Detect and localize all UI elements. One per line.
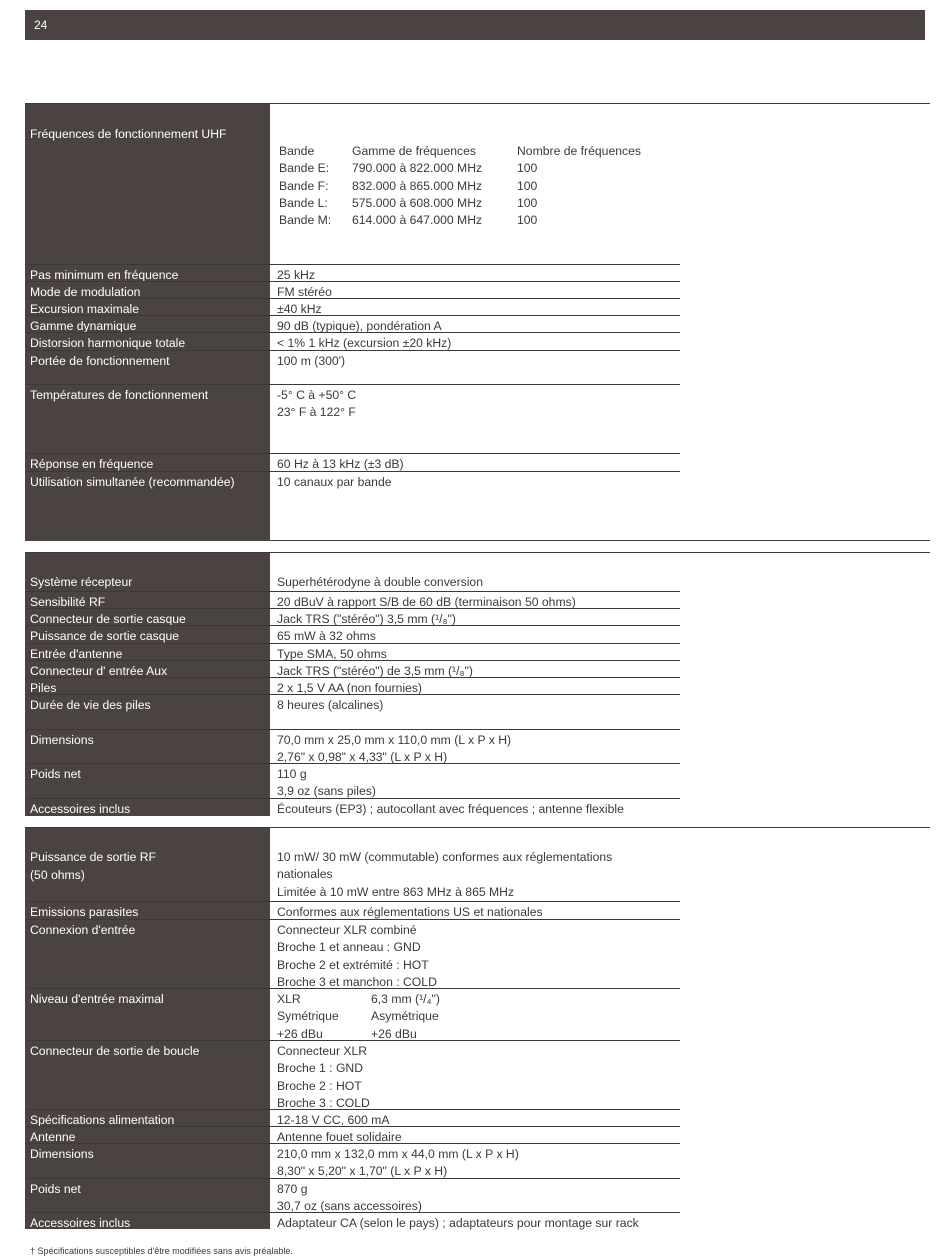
- spec-label-line: Sensibilité RF: [30, 595, 106, 609]
- spec-value: [277, 1215, 697, 1232]
- spec-row-pas-minimum-en-frequence: [25, 264, 680, 281]
- spec-value-line: 23° F à 122° F: [277, 405, 356, 420]
- spec-row-uhf: [25, 103, 680, 264]
- spec-label-line: Spécifications alimentation: [30, 1113, 175, 1127]
- spec-label: [30, 697, 268, 715]
- spec-label-line: Niveau d'entrée maximal: [30, 992, 164, 1006]
- spec-section-receiver: [25, 552, 930, 816]
- spec-value: [277, 849, 697, 901]
- spec-value-line: [277, 1008, 697, 1025]
- spec-value: [277, 766, 697, 801]
- spec-value: [277, 697, 697, 714]
- spec-row-portee-de-fonctionnement: [25, 350, 680, 384]
- spec-row-systeme-recepteur: [25, 572, 680, 591]
- band-row: Bande E: 790.000 à 822.000 MHz 100: [279, 161, 538, 176]
- spec-value-line: 25 kHz: [277, 268, 315, 282]
- spec-label-line: Utilisation simultanée (recommandée): [30, 475, 235, 489]
- spec-value-line: 8,30" x 5,20" x 1,70" (L x P x H): [277, 1164, 448, 1179]
- spec-label-line: Connecteur d' entrée Aux: [30, 664, 168, 678]
- spec-value-line: [277, 991, 697, 1008]
- spec-value-line: 100 m (300'): [277, 354, 346, 368]
- spec-row-specifications-alimentation: [25, 1109, 680, 1126]
- spec-label: [30, 732, 268, 750]
- spec-row-connecteur-d-entree-aux: [25, 660, 680, 677]
- spec-value-line: 3,9 oz (sans piles): [277, 784, 376, 799]
- spec-row-sensibilite-rf: [25, 591, 680, 608]
- spec-value-line: Type SMA, 50 ohms: [277, 647, 387, 661]
- spec-label: [30, 1043, 268, 1061]
- spec-label-line: Pas minimum en fréquence: [30, 268, 179, 282]
- spec-value-line: Antenne fouet solidaire: [277, 1130, 402, 1144]
- spec-label-line: Dimensions: [30, 1147, 94, 1161]
- spec-label: [30, 574, 268, 592]
- spec-row-emissions-parasites: [25, 901, 680, 919]
- band-row: Bande F: 832.000 à 865.000 MHz 100: [279, 178, 538, 193]
- spec-value-line: 12-18 V CC, 600 mA: [277, 1113, 390, 1127]
- spec-label: [30, 766, 268, 784]
- spec-row-piles: [25, 677, 680, 694]
- spec-value-line: Broche 3 et manchon : COLD: [277, 975, 437, 990]
- spec-value-cell: 6,3 mm (¹/₄"): [371, 992, 440, 1006]
- spec-value-cell: +26 dBu: [371, 1026, 417, 1041]
- spec-label-line: Connexion d'entrée: [30, 923, 136, 937]
- spec-label-line: Excursion maximale: [30, 302, 140, 316]
- spec-row-duree-de-vie-des-piles: [25, 694, 680, 729]
- spec-value-line: ±40 kHz: [277, 302, 322, 316]
- spec-value-line: 30,7 oz (sans accessoires): [277, 1199, 422, 1214]
- spec-value: [277, 353, 697, 370]
- spec-label: [30, 801, 268, 819]
- spec-label-line: Accessoires inclus: [30, 802, 131, 816]
- spec-value: [277, 732, 697, 767]
- band-table: [279, 143, 677, 229]
- spec-value-line: 20 dBuV à rapport S/B de 60 dB (terminaison 50 ohms): [277, 595, 576, 609]
- spec-value-line: Adaptateur CA (selon le pays) ; adaptateurs pour montage sur rack: [277, 1216, 639, 1230]
- spec-row-connecteur-de-sortie-de-boucle: [25, 1040, 680, 1109]
- spec-label-line: Poids net: [30, 1182, 81, 1196]
- spec-value: [277, 574, 697, 591]
- spec-row-niveau-d-entree-maximal: [25, 988, 680, 1040]
- spec-section-transmitter: [25, 827, 930, 1229]
- spec-value-cell: Symétrique: [277, 1009, 339, 1024]
- spec-value-cell: XLR: [277, 992, 301, 1006]
- spec-row-mode-de-modulation: [25, 281, 680, 298]
- spec-value-line: Connecteur XLR combiné: [277, 923, 417, 937]
- spec-value-line: Broche 1 et anneau : GND: [277, 940, 421, 955]
- spec-value-line: Broche 2 et extrémité : HOT: [277, 957, 429, 972]
- spec-label-line: Connecteur de sortie de boucle: [30, 1044, 200, 1058]
- spec-value-line: 110 g: [277, 767, 307, 781]
- spec-value-line: 10 canaux par bande: [277, 475, 392, 489]
- spec-label-line: Entrée d'antenne: [30, 647, 123, 661]
- spec-row-puissance-de-sortie-casque: [25, 625, 680, 643]
- spec-row-gamme-dynamique: [25, 315, 680, 332]
- spec-label-line: Gamme dynamique: [30, 319, 137, 333]
- spec-value: [277, 922, 697, 992]
- spec-value-line: Connecteur XLR: [277, 1044, 368, 1058]
- spec-value-line: 90 dB (typique), pondération A: [277, 319, 442, 333]
- spec-label: [30, 849, 268, 884]
- spec-value-line: Broche 3 : COLD: [277, 1096, 370, 1111]
- spec-row-accessoires-inclus: [25, 1212, 680, 1229]
- spec-label-line: Portée de fonctionnement: [30, 354, 170, 368]
- spec-value: [277, 991, 697, 1043]
- spec-label-line: Piles: [30, 681, 57, 695]
- footnote: † Spécifications susceptibles d'être modifiées sans avis préalable.: [30, 1246, 293, 1256]
- spec-value: [277, 387, 697, 422]
- band-table-header: Bande Gamme de fréquences Nombre de fréquences: [279, 144, 641, 158]
- band-row: Bande L: 575.000 à 608.000 MHz 100: [279, 195, 538, 210]
- spec-label-line: Antenne: [30, 1130, 76, 1144]
- spec-label-line: Réponse en fréquence: [30, 457, 154, 471]
- spec-value-cell: +26 dBu: [277, 1026, 323, 1041]
- spec-value-line: 2,76" x 0,98" x 4,33" (L x P x H): [277, 750, 448, 765]
- spec-value-line: 870 g: [277, 1182, 308, 1196]
- spec-value: [277, 474, 697, 491]
- spec-row-entree-d-antenne: [25, 643, 680, 660]
- spec-row-distorsion-harmonique-totale: [25, 332, 680, 350]
- spec-label: Fréquences de fonctionnement UHF: [30, 127, 227, 141]
- spec-label-line: Puissance de sortie casque: [30, 629, 180, 643]
- spec-row-excursion-maximale: [25, 298, 680, 315]
- spec-row-dimensions: [25, 1143, 680, 1178]
- spec-value-line: Jack TRS ("stéréo") de 3,5 mm (¹/₈"): [277, 664, 473, 678]
- spec-label-line: Accessoires inclus: [30, 1216, 131, 1230]
- section-top-rule: [25, 827, 930, 828]
- spec-value-line: 210,0 mm x 132,0 mm x 44,0 mm (L x P x H): [277, 1147, 519, 1161]
- spec-value-line: nationales: [277, 867, 333, 882]
- band-row: Bande M: 614.000 à 647.000 MHz 100: [279, 213, 538, 228]
- spec-label-line: Distorsion harmonique totale: [30, 336, 186, 350]
- spec-value-line: < 1% 1 kHz (excursion ±20 kHz): [277, 336, 452, 350]
- spec-value-line: Écouteurs (EP3) ; autocollant avec fréquences ; antenne flexible: [277, 802, 624, 816]
- spec-row-utilisation-simultanee-recommandee: [25, 471, 680, 541]
- spec-label: [30, 353, 268, 371]
- spec-row-accessoires-inclus: [25, 798, 680, 816]
- spec-value: [277, 1043, 697, 1113]
- spec-label: [30, 1215, 268, 1233]
- spec-label: [30, 1181, 268, 1199]
- spec-label: [30, 474, 268, 492]
- spec-row-antenne: [25, 1126, 680, 1143]
- spec-label-line: Puissance de sortie RF: [30, 850, 156, 864]
- spec-row-connecteur-de-sortie-casque: [25, 608, 680, 625]
- spec-label-line: Connecteur de sortie casque: [30, 612, 186, 626]
- spec-value-cell: Asymétrique: [371, 1009, 439, 1024]
- spec-value-line: FM stéréo: [277, 285, 332, 299]
- spec-value-line: 10 mW/ 30 mW (commutable) conformes aux réglementations: [277, 850, 613, 864]
- spec-value-line: Limitée à 10 mW entre 863 MHz à 865 MHz: [277, 884, 515, 899]
- spec-label: [30, 387, 268, 405]
- spec-row-poids-net: [25, 1178, 680, 1212]
- spec-value-line: 60 Hz à 13 kHz (±3 dB): [277, 457, 404, 471]
- spec-value: [277, 1181, 697, 1216]
- spec-value-line: 70,0 mm x 25,0 mm x 110,0 mm (L x P x H): [277, 733, 512, 747]
- spec-value-line: 8 heures (alcalines): [277, 698, 384, 712]
- spec-label-line: Durée de vie des piles: [30, 698, 151, 712]
- spec-row-puissance-de-sortie-rf: [25, 847, 680, 901]
- spec-value-line: Broche 1 : GND: [277, 1061, 364, 1076]
- spec-row-poids-net: [25, 763, 680, 798]
- spec-value-line: -5° C à +50° C: [277, 388, 357, 402]
- spec-row-connexion-d-entree: [25, 919, 680, 988]
- spec-value-line: 65 mW à 32 ohms: [277, 629, 376, 643]
- spec-label: [30, 991, 268, 1009]
- spec-label-line: (50 ohms): [30, 867, 85, 882]
- spec-value: [277, 1146, 697, 1181]
- spec-label-line: Températures de fonctionnement: [30, 388, 209, 402]
- spec-row-dimensions: [25, 729, 680, 763]
- spec-value-line: Broche 2 : HOT: [277, 1078, 362, 1093]
- spec-label: [30, 922, 268, 940]
- section-top-rule: [25, 552, 930, 553]
- spec-label-line: Poids net: [30, 767, 81, 781]
- spec-value-line: Conformes aux réglementations US et nationales: [277, 905, 543, 919]
- spec-row-reponse-en-frequence: [25, 453, 680, 471]
- spec-section-frequencies: [25, 103, 930, 541]
- page-header-bar: [25, 10, 925, 40]
- page-number: 24: [34, 18, 48, 32]
- spec-row-temperatures-de-fonctionnement: [25, 384, 680, 453]
- spec-label-line: Système récepteur: [30, 575, 133, 589]
- spec-value-line: 2 x 1,5 V AA (non fournies): [277, 681, 422, 695]
- spec-value-line: Superhétérodyne à double conversion: [277, 575, 483, 589]
- spec-label-line: Emissions parasites: [30, 905, 139, 919]
- spec-label-line: Dimensions: [30, 733, 94, 747]
- spec-label-line: Mode de modulation: [30, 285, 141, 299]
- spec-label: [30, 1146, 268, 1164]
- spec-value-line: Jack TRS ("stéréo") 3,5 mm (¹/₈"): [277, 612, 456, 626]
- spec-value: [277, 801, 697, 818]
